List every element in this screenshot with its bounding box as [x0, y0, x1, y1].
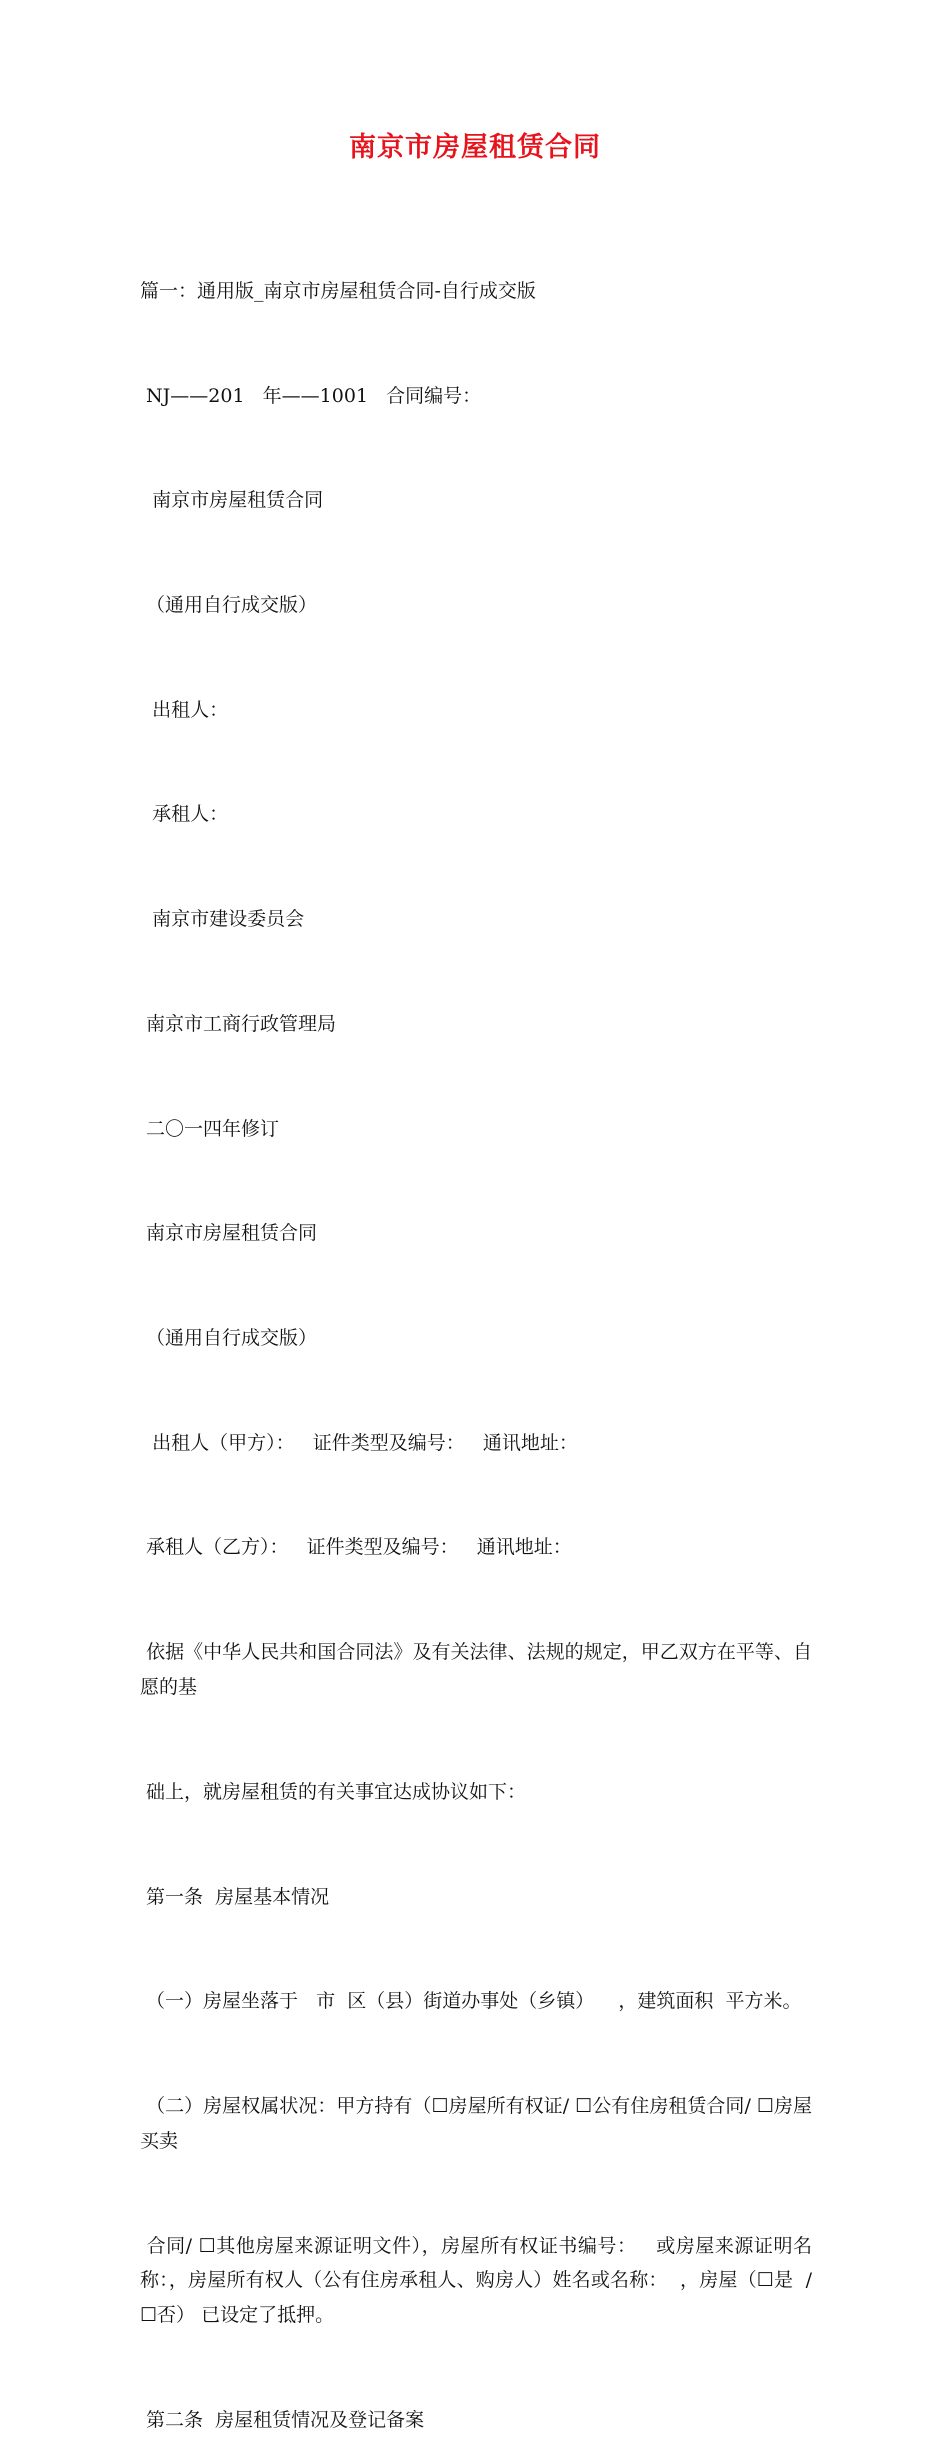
party-a-line: 出租人（甲方）： 证件类型及编号： 通讯地址：	[140, 1431, 578, 1454]
issuer-commerce-bureau: 南京市工商行政管理局	[140, 1012, 337, 1035]
article-2-heading: 第二条 房屋租赁情况及登记备案	[140, 2409, 425, 2432]
document-title: 南京市房屋租赁合同	[349, 132, 601, 163]
article-1-clause-1: （一）房屋坐落于 市 区（县）街道办事处（乡镇） ，建筑面积 平方米。	[140, 1990, 802, 2013]
cover-lessee-label: 承租人：	[140, 803, 229, 826]
cover-lessor-label: 出租人：	[140, 698, 229, 721]
article-1-clause-2: （二）房屋权属状况：甲方持有（☐房屋所有权证/ ☐公有住房租赁合同/ ☐房屋买卖	[140, 2094, 813, 2152]
revision-year: 二〇一四年修订	[140, 1117, 280, 1140]
article-1-clause-2-continuation: 合同/ ☐其他房屋来源证明文件），房屋所有权证书编号： 或房屋来源证明名称：，房屋所有权人（公有住房承租人、购房人）姓名或名称： ，房屋（☐是 / ☐否） 已设定了抵押。	[140, 2234, 819, 2327]
cover-title: 南京市房屋租赁合同	[140, 489, 324, 512]
cover-edition: （通用自行成交版）	[140, 593, 318, 616]
contract-title: 南京市房屋租赁合同	[140, 1222, 318, 1245]
document-body	[140, 204, 819, 2460]
party-b-line: 承租人（乙方）： 证件类型及编号： 通讯地址：	[140, 1536, 572, 1559]
contract-number-line: NJ——201 年——1001 合同编号：	[140, 384, 482, 407]
section-heading: 篇一：通用版_南京市房屋租赁合同-自行成交版	[140, 279, 536, 302]
contract-edition: （通用自行成交版）	[140, 1327, 318, 1349]
preamble-paragraph: 依据《中华人民共和国合同法》及有关法律、法规的规定，甲乙双方在平等、自愿的基	[140, 1641, 812, 1699]
article-1-heading: 第一条 房屋基本情况	[140, 1885, 330, 1908]
preamble-continuation: 础上，就房屋租赁的有关事宜达成协议如下：	[140, 1780, 527, 1803]
issuer-construction-committee: 南京市建设委员会	[140, 908, 305, 931]
